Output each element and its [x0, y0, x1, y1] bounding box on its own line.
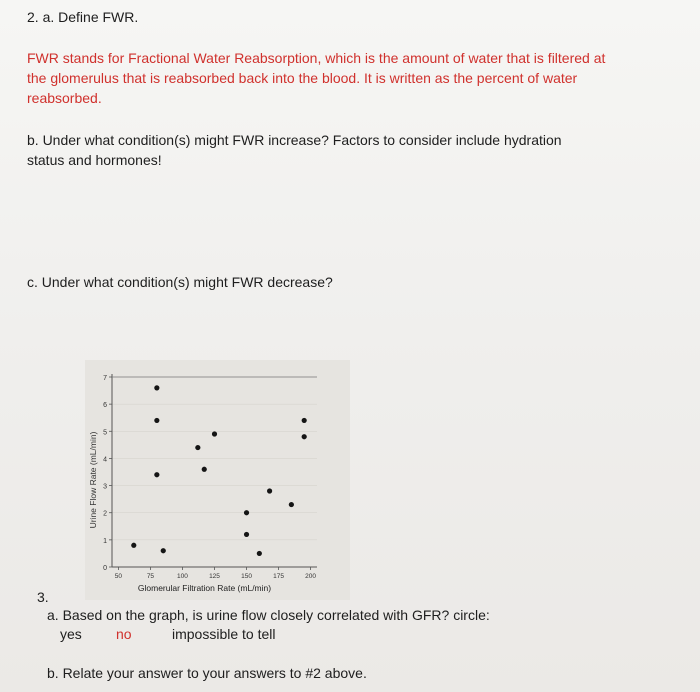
fwr-answer-line-2: the glomerulus that is reabsorbed back into the blood. It is written as the percent of water [27, 70, 578, 86]
data-point-1 [161, 548, 166, 553]
data-point-7 [212, 431, 217, 436]
y-tick-label-6: 6 [103, 402, 107, 410]
data-point-14 [302, 434, 307, 439]
q3b-question: b. Relate your answer to your answers to #2 above. [47, 665, 367, 681]
option-yes[interactable]: yes [60, 626, 82, 642]
x-tick-label-125: 125 [209, 573, 220, 580]
y-tick-label-7: 7 [103, 375, 107, 382]
y-tick-label-4: 4 [103, 456, 107, 464]
q2a-heading: 2. a. Define FWR. [27, 9, 139, 25]
data-point-10 [257, 551, 262, 556]
data-point-4 [154, 472, 159, 477]
data-point-5 [195, 445, 200, 450]
q2c-question: c. Under what condition(s) might FWR decrease? [27, 274, 333, 290]
data-point-3 [154, 418, 159, 423]
urine-flow-vs-gfr-scatter-chart [85, 360, 350, 600]
option-impossible-to-tell[interactable]: impossible to tell [172, 626, 276, 642]
y-tick-label-3: 3 [103, 483, 107, 491]
x-tick-label-50: 50 [114, 573, 123, 580]
data-point-11 [267, 488, 272, 493]
q2b-question-line-1: b. Under what condition(s) might FWR increase? Factors to consider include hydration [27, 132, 562, 148]
data-point-0 [131, 543, 136, 548]
y-axis-label: Urine Flow Rate (mL/min) [88, 431, 98, 529]
data-point-2 [154, 385, 159, 390]
x-tick-label-175: 175 [273, 573, 284, 580]
x-tick-label-150: 150 [241, 573, 252, 580]
q2b-question-line-2: status and hormones! [27, 152, 162, 168]
y-tick-label-0: 0 [103, 565, 107, 572]
data-point-9 [244, 532, 249, 537]
fwr-answer-line-1: FWR stands for Fractional Water Reabsorption, which is the amount of water that is filtered at [27, 50, 606, 66]
x-tick-label-200: 200 [305, 573, 317, 580]
data-point-12 [289, 502, 294, 507]
x-tick-label-100: 100 [177, 573, 188, 580]
option-no[interactable]: no [116, 626, 132, 642]
y-tick-label-2: 2 [103, 510, 107, 518]
chart-background [85, 360, 350, 600]
data-point-13 [302, 418, 307, 423]
q3-number: 3. [37, 589, 49, 605]
q3a-question: a. Based on the graph, is urine flow closely correlated with GFR? circle: [47, 607, 490, 623]
fwr-answer-line-3: reabsorbed. [27, 90, 102, 106]
y-tick-label-5: 5 [103, 429, 107, 437]
y-tick-label-1: 1 [103, 537, 107, 545]
data-point-8 [244, 510, 249, 515]
data-point-6 [202, 467, 207, 472]
x-tick-label-75: 75 [146, 573, 155, 580]
x-axis-label: Glomerular Filtration Rate (mL/min) [137, 583, 272, 593]
